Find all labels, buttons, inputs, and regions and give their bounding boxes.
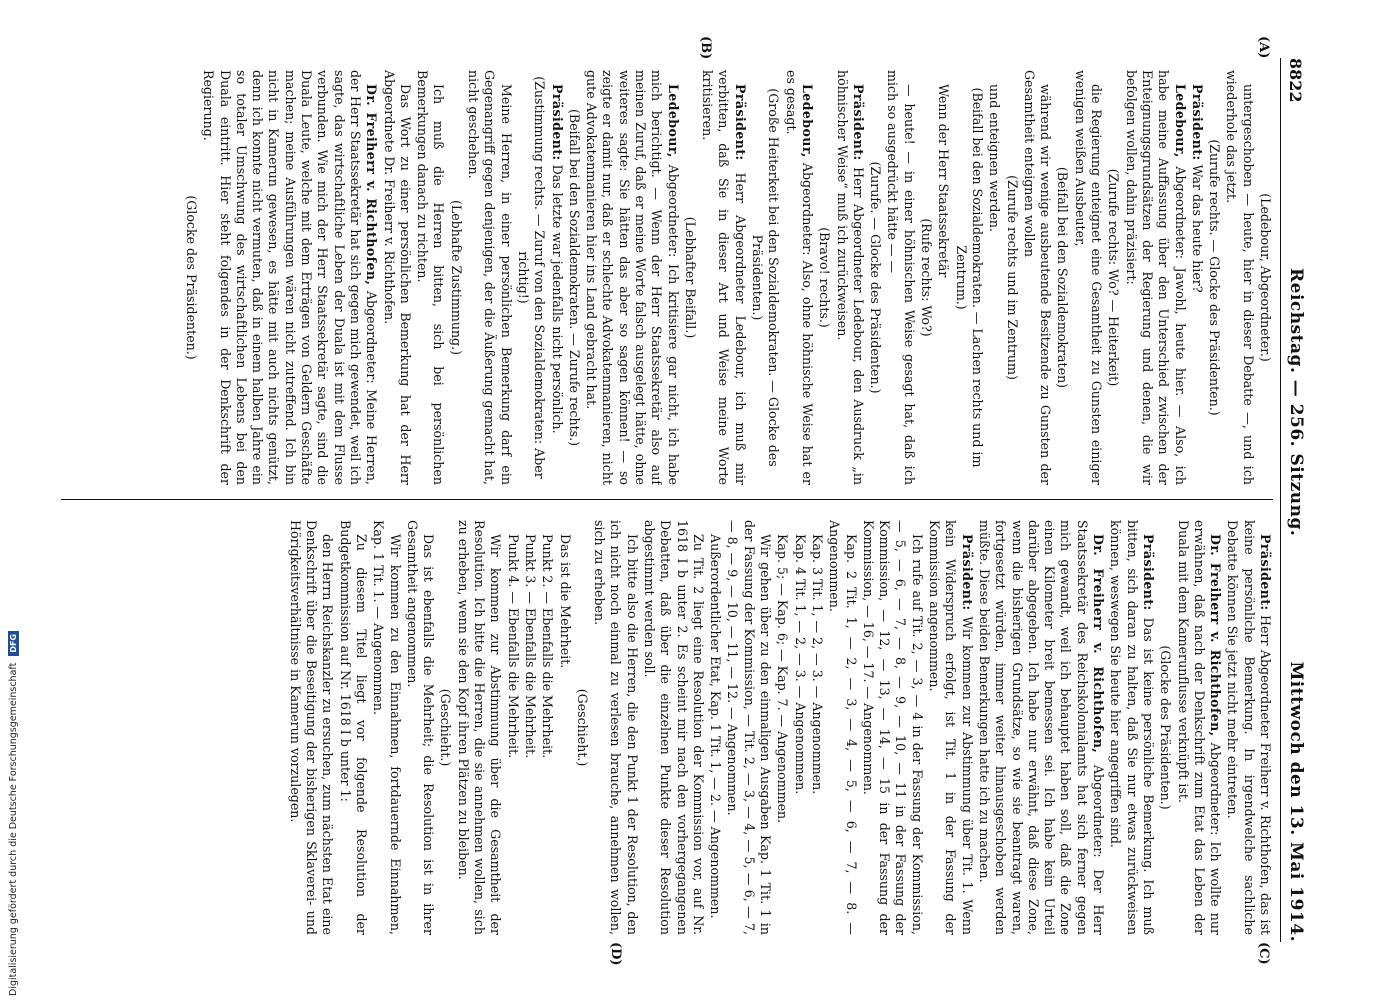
speaker-name: Präsident: (850, 84, 866, 161)
paragraph-text: Das letzte war jedenfalls nicht persönlich. (549, 164, 565, 434)
paragraph-text: Punkt 3. — Ebenfalls die Mehrheit. (522, 534, 538, 759)
column-divider (61, 499, 1273, 500)
paragraph-text: (Bravo! rechts.) (817, 227, 833, 328)
speech-paragraph (548, 70, 564, 485)
margin-mark-c: (C) (1256, 942, 1271, 965)
speech-paragraph (414, 70, 447, 485)
speech-paragraph (826, 520, 859, 935)
paragraph-text: Kap. 3 Tit. 1, — 2, — 3. — Angenommen. (809, 534, 825, 795)
stage-direction (1206, 70, 1222, 485)
stage-direction (1257, 70, 1273, 485)
speech-paragraph (791, 520, 807, 935)
paragraph-text: (Ledebour, Abgeordneter.) (1258, 193, 1273, 362)
speech-paragraph (1224, 520, 1273, 935)
paragraph-text: während wir wenige ausbeutende Besitzende zu Gunsten der Gesamtheit enteignen wollen (1021, 70, 1054, 485)
paragraph-text: Ich bitte also die Herren, die den Punkt 1 der Resolution, den ich nicht noch einmal zu verlesen brauche, annehmen wollen, sich zu erheben. (592, 520, 640, 935)
paragraph-text: Abgeordneter: Ich kritisiere gar nicht, ich habe mich berichtigt. — Wenn der Herr Staatssekretär also auf meinen Zuruf, daß er meine Worte falsch ausgelegt hätte, ohne weiteres sagte: Sie hätten das aber so sagen können! — so zeigte er damit nur, daß er schlechte Advokatenmanieren, nicht gute Advokatenmanieren hier ins Land gebracht hat. (584, 70, 681, 485)
speech-paragraph (522, 520, 538, 935)
stage-direction (447, 70, 463, 485)
paragraph-text: Wenn der Herr Staatssekretär (936, 84, 952, 278)
speaker-name: Ledebour, (799, 84, 815, 158)
paragraph-text: Ich muß die Herren bitten, sich bei persönlichen Bemerkungen danach zu richten. (415, 70, 447, 485)
paragraph-text: Das ist die Mehrheit. (557, 534, 573, 669)
paragraph-text: Ich rufe auf Tit. 2, — 3, — 4 in der Fassung der Kommission, — 5, — 6, — 7, — 8, — 9, — 10, — 11 in der Fassung der Kommission, — 12, — 13, — 14, — 15 in der Fassung der Kommission, — 16, — 17. — Angenommen. (860, 520, 925, 935)
paragraph-text: Herr Abgeordneter Ledebour, ich muß mir verbitten, daß Sie in dieser Art und Weise meine Worte kritisieren. (700, 70, 748, 485)
speech-paragraph (539, 520, 555, 935)
speech-paragraph (986, 70, 1002, 485)
margin-mark-b: (B) (698, 36, 713, 60)
stage-direction (918, 70, 934, 485)
stage-direction (1054, 70, 1070, 485)
paragraph-text: Herr Abgeordneter Ledebour, den Ausdruck „in höhnischer Weise“ muß ich zurückweisen. (834, 70, 866, 485)
stage-direction (515, 70, 548, 485)
speech-paragraph (556, 520, 572, 935)
dfg-logo: DFG (8, 631, 19, 656)
stage-direction (183, 70, 199, 485)
newspaper-page (51, 36, 1311, 966)
speaker-name: Ledebour, (1172, 84, 1188, 158)
speech-paragraph (707, 520, 723, 935)
paragraph-text: Außerordentlicher Etat, Kap. 1 Tit. 1, — 2. — Angenommen. (708, 534, 724, 919)
paragraph-text: (Glocke des Präsidenten.) (184, 195, 199, 360)
speech-paragraph (699, 70, 748, 485)
page-number: 8822 (1286, 58, 1305, 103)
paragraph-text: und enteignen werden. (987, 84, 1003, 233)
speech-paragraph (1174, 520, 1223, 935)
speech-paragraph (809, 520, 825, 935)
right-column (61, 520, 1273, 935)
paragraph-text: Abgeordneter: Jawohl, heute hier. — Also, ich habe meine Auffassung über den Unterschied zwischen der Enteignungsgrundsätzen der Regierung und denen, die wir befolgen wollen, dahin präzisiert: (1123, 70, 1188, 485)
margin-mark-a: (A) (1256, 36, 1271, 59)
speech-paragraph (935, 70, 951, 485)
paragraph-text: (Große Heiterkeit bei den Sozialdemokraten. — Glocke des Präsidenten.) (750, 88, 782, 467)
paragraph-text: (Lebhafte Zustimmung.) (448, 199, 464, 356)
speech-paragraph (1071, 70, 1104, 485)
paragraph-text: Abgeordneter: Der Herr Staatssekretär des Reichskolonialamts hat sich ferner gegen mich gewandt, weil ich behauptet haben soll, daß die Zone einen Kilometer breit bemessen sei. Ich habe kein Urteil darüber abgegeben. Ich habe nur erwähnt, daß diese Zone, wenn die bisherigen Grundsätze, so wie sie beantragt waren, fortgesetzt würden, immer weiter hinausgeschoben werden müßte. Diese beiden Bemerkungen hatte ich zu machen. (976, 520, 1107, 935)
speech-paragraph (336, 520, 369, 935)
paragraph-text: Das Wort zu einer persönlichen Bemerkung hat der Herr Abgeordnete Dr. Freiherr v. Richthofen. (381, 70, 413, 485)
paragraph-text: Kap. 2 Tit. 1, — 2, — 3, — 4, — 5, — 6, — 7, — 8. — Angenommen. (827, 520, 859, 935)
speech-paragraph (1122, 70, 1187, 485)
paragraph-text: Wir kommen zur Abstimmung über die Gesamtheit der Resolution. Ich bitte die Herren, die sie annehmen wollen, sich zu erheben, wenn sie den Kopf ihren Plätzen zu bleiben. (455, 520, 504, 935)
speech-paragraph (200, 70, 379, 485)
margin-mark-d: (D) (608, 942, 623, 966)
speaker-name: Präsident: (549, 84, 565, 161)
speech-paragraph (380, 70, 413, 485)
paragraph-text: (Geschieht.) (574, 688, 590, 767)
speech-paragraph (370, 520, 403, 935)
paragraph-text: (Rufe rechts: Wo?) (919, 218, 935, 337)
speaker-name: Präsident: (1258, 534, 1273, 611)
speech-paragraph (833, 70, 866, 485)
speech-paragraph (641, 520, 706, 935)
paragraph-text: Wir kommen zur Abstimmung über Tit. 1. Wenn kein Widerspruch erfolgt, ist Tit. 1 in der Fassung der Kommission angenommen. (927, 520, 975, 935)
paragraph-text: den Herrn Reichskanzler zu ersuchen, zum nächsten Etat eine Denkschrift über die Beseitigung der bisherigen Sklaverei- und Hörigkeitsverhältnisse in Kamerun vorzulegen. (287, 520, 336, 935)
paragraph-text: Zu diesem Titel liegt vor folgende Resolution der Budgetkommission auf Nr. 1618 I b unter 1: (337, 520, 369, 935)
paragraph-text: untergeschoben — heute, hier in dieser Debatte —, und ich wiederhole das jetzt. (1224, 70, 1256, 485)
digitization-credit (8, 601, 20, 996)
paragraph-text: Wir gehen über zu den einmaligen Ausgaben Kap. 1 Tit. 1 in der Fassung der Kommission, — Tit. 2, — 3, — 4, — 5, — 6, — 7, — 8, — 9, — 10, — 11, — 12. — Angenommen. (725, 520, 774, 935)
paragraph-text: (Beifall bei den Sozialdemokraten. — Lachen rechts und im Zentrum.) (953, 87, 985, 468)
left-column (61, 70, 1273, 485)
paragraph-text: Zu Tit. 2 liegt eine Resolution der Kommission vor, auf Nr. 1618 I b unter 2. Es scheint mir nach den vorhergegangenen Debatten, daß über die einzelnen Punkte dieser Resolution abgestimmt werden soll. (642, 520, 706, 935)
paragraph-text: Punkt 2. — Ebenfalls die Mehrheit. (540, 534, 556, 759)
stage-direction (867, 70, 883, 485)
session-date: Mittwoch den 13. Mai 1914. (1286, 661, 1306, 942)
paragraph-text: Das ist ebenfalls die Mehrheit; die Resolution ist in ihrer Gesamtheit angenommen. (404, 520, 437, 935)
stage-direction (574, 520, 590, 935)
paragraph-text: die Regierung enteignet eine Gesamtheit zu Gunsten einiger wenigen weißen Ausbeuter, (1072, 70, 1105, 485)
stage-direction (1003, 70, 1019, 485)
speaker-name: Präsident: (732, 84, 748, 161)
speaker-name: Präsident: (959, 534, 975, 611)
paragraph-text: (Zurufe. — Glocke des Präsidenten.) (868, 161, 884, 394)
paragraph-text: (Lebhafter Beifall.) (682, 216, 698, 339)
speaker-name: Präsident: (1140, 534, 1156, 611)
stage-direction (682, 70, 698, 485)
speech-paragraph (782, 70, 815, 485)
paragraph-text: (Glocke des Präsidenten.) (1158, 645, 1174, 810)
speech-paragraph (1021, 70, 1054, 485)
paragraph-text: — heute! — in einer höhnischen Weise gesagt hat, daß ich mich so ausgedrückt hätte — — (885, 70, 917, 485)
paragraph-text: (Zurufe rechts. — Glocke des Präsidenten.) (1207, 139, 1223, 416)
paragraph-text: Wir kommen zu den Einnahmen, fortdauernde Einnahmen, Kap. 1 Tit. 1. — Angenommen. (371, 520, 403, 935)
speech-paragraph (1107, 520, 1156, 935)
speech-paragraph (1223, 70, 1256, 485)
speaker-name: Dr. Freiherr v. Richthofen, (1208, 534, 1224, 737)
paragraph-text: (Beifall bei den Sozialdemokraten. — Zurufe rechts.) (566, 108, 582, 447)
paragraph-text: Herr Abgeordneter Freiherr v. Richthofen, das ist keine persönliche Bemerkung. In irgendwelche sachliche Debatte können Sie jetzt nicht mehr eintreten. (1225, 520, 1273, 935)
paragraph-text: Abgeordneter: Also, ohne höhnische Weise hat er es gesagt. (783, 70, 815, 485)
speech-paragraph (926, 520, 975, 935)
speech-paragraph (504, 520, 520, 935)
paragraph-text: Abgeordneter: Meine Herren, der Herr Staatssekretär hat sich gegen mich gewendet, weil ich sagte, das wirtschaftliche Leben der Duala ist mit dem Flusse verbunden. Wie mich der Herr Staatssekretär sagte, sind die Duala Leute, welche mit dem Erträgen von Geldern Geschäfte machen; meine Ausführungen wären nicht zutreffend. Ich bin nicht in Kamerun gewesen, es hätte mit auch nichts genützt, denn ich konnte nicht vermuten, daß in einem halben Jahre ein so totaler Umschwung des wirtschaftlichen Lebens bei den Duala eintritt. Hier steht folgendes in der Denkschrift der Regierung. (201, 70, 380, 485)
paragraph-text: Abgeordneter: Ich wollte nur erwähnen, daß nach der Denkschrift zum Etat das Leben der Duala mit dem Kamerunflusse verknüpft ist. (1175, 520, 1224, 935)
speech-paragraph (465, 70, 514, 485)
speech-paragraph (286, 520, 335, 935)
speech-paragraph (591, 520, 640, 935)
text-columns (61, 36, 1273, 966)
speech-paragraph (1189, 70, 1205, 485)
page-header (1280, 58, 1311, 942)
stage-direction (952, 70, 985, 485)
running-title: Reichstag. — 256. Sitzung. (1286, 268, 1306, 537)
speech-paragraph (884, 70, 917, 485)
speaker-name: Präsident: (1189, 84, 1205, 161)
speaker-name: Dr. Freiherr v. Richthofen, (364, 84, 380, 286)
speech-paragraph (724, 520, 773, 935)
paragraph-text: Kap. 4 Tit. 1, — 2, — 3. — Angenommen. (792, 534, 808, 795)
speech-paragraph (454, 520, 503, 935)
paragraph-text: (Zurufe rechts: Wo? — Heiterkeit) (1106, 168, 1122, 387)
paragraph-text: (Zustimmung rechts. — Zuruf von den Sozialdemokraten: Aber richtig!) (515, 76, 548, 479)
stage-direction (816, 70, 832, 485)
speech-paragraph (976, 520, 1106, 935)
stage-direction (437, 520, 453, 935)
paragraph-text: (Zurufe rechts und im Zentrum) (1004, 175, 1020, 380)
stage-direction (749, 70, 782, 485)
paragraph-text: Meine Herren, in einer persönlichen Bemerkung darf ein Gegenangriff gegen denjenigen, der die Äußerung gemacht hat, nicht geschehen. (466, 70, 514, 485)
speech-paragraph (404, 520, 437, 935)
paragraph-text: War das heute hier? (1189, 164, 1205, 293)
stage-direction (1157, 520, 1173, 935)
speech-paragraph (774, 520, 790, 935)
paragraph-text: (Beifall bei den Sozialdemokraten) (1055, 166, 1071, 389)
speaker-name: Ledebour, (665, 84, 681, 158)
paragraph-text: Das ist keine persönliche Bemerkung. Ich muß bitten, sich daran zu halten, daß Sie nur etwas zurückweisen können, weswegen Sie heute hier angegriffen sind. (1108, 520, 1156, 935)
speaker-name: Dr. Freiherr v. Richthofen, (1091, 534, 1107, 754)
stage-direction (566, 70, 582, 485)
speech-paragraph (583, 70, 681, 485)
credit-text: Digitalisierung gefördert durch die Deutsche Forschungsgemeinschaft (8, 662, 19, 996)
stage-direction (1105, 70, 1121, 485)
paragraph-text: (Geschieht.) (438, 688, 454, 767)
paragraph-text: Kap. 5; — Kap. 6; — Kap. 7. — Angenommen. (775, 534, 791, 824)
paragraph-text: Punkt 4. — Ebenfalls die Mehrheit. (505, 534, 521, 759)
speech-paragraph (860, 520, 925, 935)
